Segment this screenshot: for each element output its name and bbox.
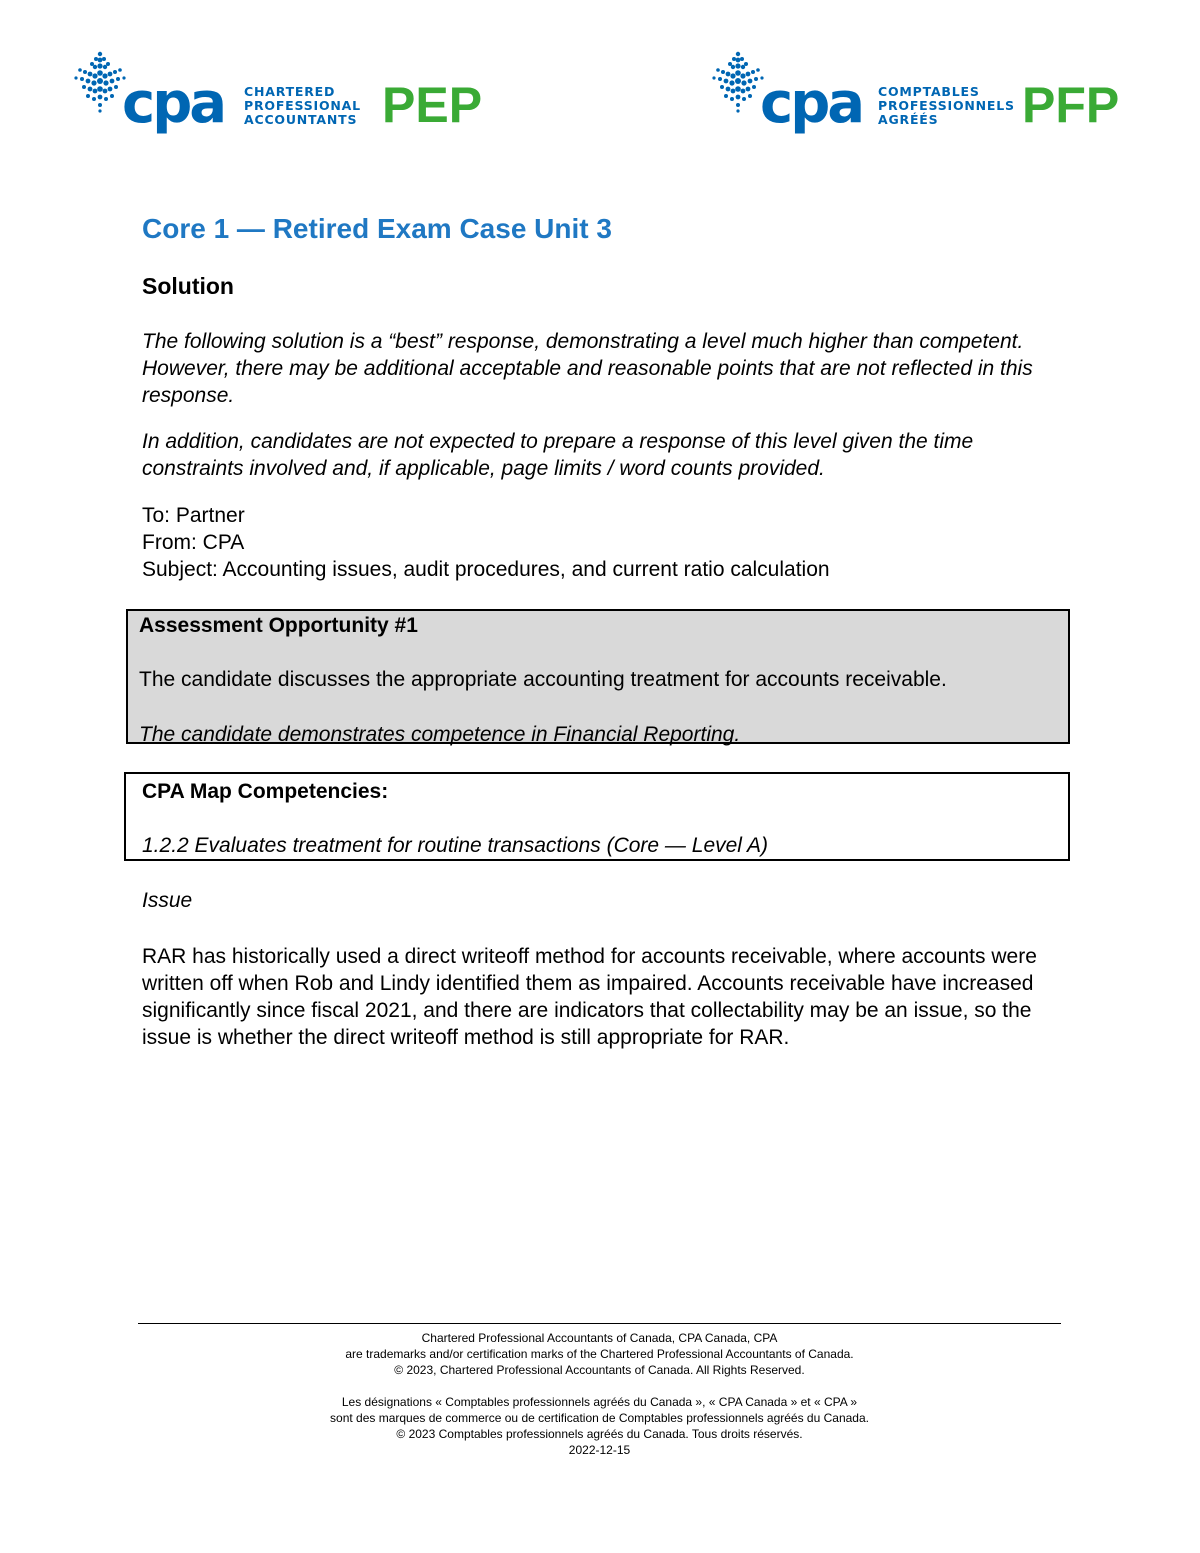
intro-paragraph-1: The following solution is a “best” response, demonstrating a level much higher than competent. However, there may be additional acceptable and reasonable points that are not reflected in this response.	[142, 330, 1033, 407]
cpa-wordmark: cpa	[122, 71, 225, 136]
logo-tagline: COMPTABLES PROFESSIONNELS AGRÉÉS	[878, 84, 1015, 127]
assessment-title: Assessment Opportunity #1	[139, 614, 418, 637]
maple-leaf-dots-icon	[72, 50, 128, 118]
footer-date: 2022-12-15	[568, 1443, 631, 1457]
assessment-opportunity-box	[126, 609, 1070, 744]
map-title: CPA Map Competencies:	[142, 780, 389, 803]
assessment-competence: The candidate demonstrates competence in Financial Reporting.	[139, 723, 741, 746]
program-label: PEP	[382, 77, 483, 133]
memo-subject: Subject: Accounting issues, audit procedures, and current ratio calculation	[142, 558, 830, 581]
memo-header	[142, 502, 1072, 583]
map-competency-item: 1.2.2 Evaluates treatment for routine transactions (Core — Level A)	[142, 834, 769, 857]
intro-paragraph-2: In addition, candidates are not expected to prepare a response of this level given the time constraints involved and, if applicable, page limits / word counts provided.	[142, 430, 974, 480]
issue-heading: Issue	[142, 889, 193, 912]
logo-cpa-english	[72, 50, 502, 145]
maple-leaf-dots-icon	[710, 50, 766, 118]
cpa-map-competencies-box	[124, 772, 1070, 861]
footer-french: Les désignations « Comptables professionnels agréés du Canada », « CPA Canada » et « CPA » sont des marques de commerce ou de certification de Comptables professionnels agréés du Canada. © 2023 Comptables professionnels agréés du Canada. Tous droits réservés. 2022-12-15	[138, 1394, 1061, 1458]
memo-from: From: CPA	[142, 531, 245, 554]
footer-divider	[138, 1323, 1061, 1324]
cpa-wordmark: cpa	[760, 71, 863, 136]
logo-cpa-french	[710, 50, 1130, 145]
issue-paragraph: RAR has historically used a direct writeoff method for accounts receivable, where accounts were written off when Rob and Lindy identified them as impaired. Accounts receivable have increased significantly since fiscal 2021, and there are indicators that collectability may be an issue, so the issue is whether the direct writeoff method is still appropriate for RAR.	[142, 945, 1037, 1049]
assessment-description: The candidate discusses the appropriate accounting treatment for accounts receivable.	[139, 668, 947, 691]
program-label: PFP	[1022, 77, 1120, 133]
memo-to: To: Partner	[142, 504, 245, 527]
logo-tagline: CHARTERED PROFESSIONAL ACCOUNTANTS	[244, 84, 361, 127]
page-title: Core 1 — Retired Exam Case Unit 3	[142, 213, 612, 244]
section-heading: Solution	[142, 273, 234, 299]
footer-english: Chartered Professional Accountants of Canada, CPA Canada, CPA are trademarks and/or certification marks of the Chartered Professional Accountants of Canada. © 2023, Chartered Professional Accountants of Canada. All Rights Reserved.	[345, 1331, 854, 1377]
